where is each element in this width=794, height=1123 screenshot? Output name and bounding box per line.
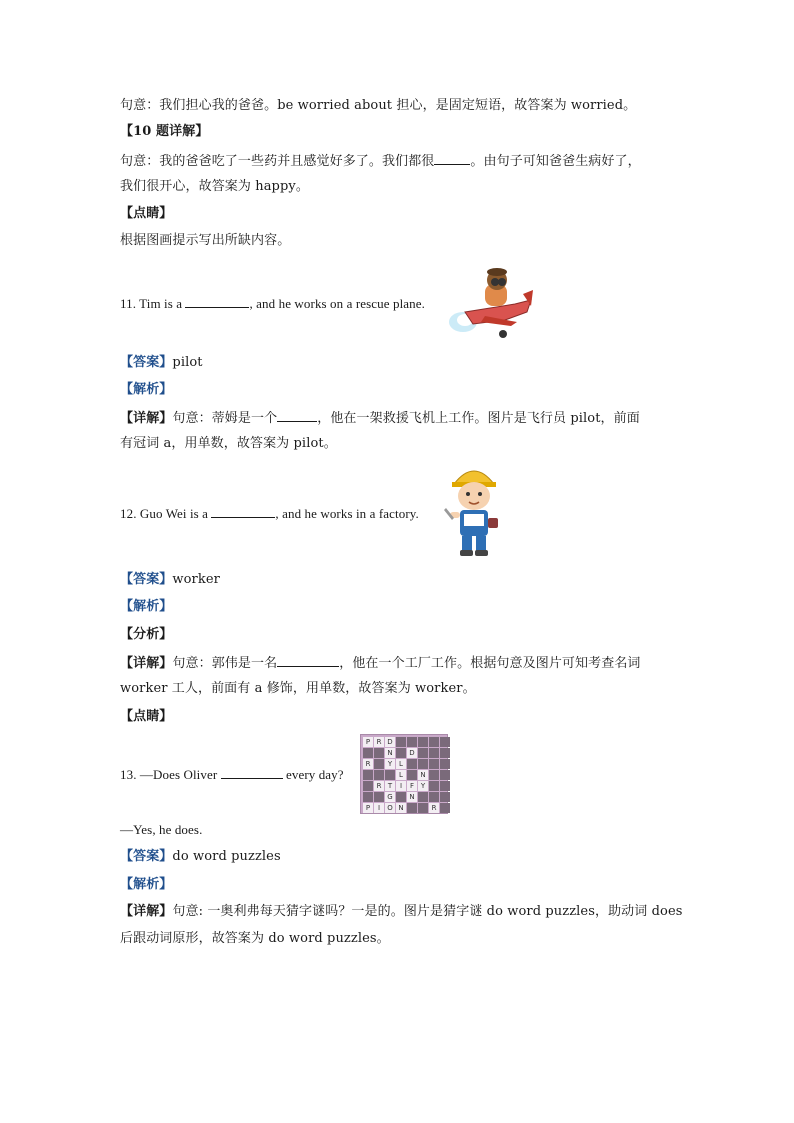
detail-tag: 【详解】 <box>120 656 173 671</box>
text-line: 句意：我们担心我的爸爸。be worried about 担心，是固定短语，故答案为 worried。 <box>120 98 637 113</box>
puzzle-letter-tile: N <box>385 748 395 758</box>
puzzle-empty-tile <box>396 748 406 758</box>
answer-line <box>120 355 203 371</box>
puzzle-letter-tile: R <box>374 781 384 791</box>
puzzle-empty-tile <box>429 737 439 747</box>
puzzle-empty-tile <box>407 770 417 780</box>
worker-illustration <box>442 462 506 558</box>
puzzle-letter-tile: G <box>385 792 395 802</box>
puzzle-letter-tile: T <box>385 781 395 791</box>
text-line: 有冠词 a，用单数，故答案为 pilot。 <box>120 436 337 451</box>
question-text: 13. —Does Oliver <box>120 767 221 782</box>
answer-tag: 【答案】 <box>120 572 173 587</box>
detail-line <box>120 654 641 672</box>
puzzle-letter-tile: N <box>418 770 428 780</box>
detail-line <box>120 904 683 920</box>
answer-tag: 【答案】 <box>120 849 173 864</box>
puzzle-empty-tile <box>429 770 439 780</box>
answer-line <box>120 572 220 588</box>
puzzle-empty-tile <box>440 792 450 802</box>
puzzle-letter-tile: Y <box>385 759 395 769</box>
answer-text: pilot <box>172 355 203 370</box>
puzzle-empty-tile <box>440 748 450 758</box>
puzzle-empty-tile <box>407 803 417 813</box>
puzzle-empty-tile <box>418 748 428 758</box>
puzzle-letter-tile: R <box>374 737 384 747</box>
puzzle-empty-tile <box>374 792 384 802</box>
puzzle-letter-tile: N <box>396 803 406 813</box>
question-12 <box>120 505 419 522</box>
word-puzzle-illustration <box>360 734 448 814</box>
puzzle-empty-tile <box>429 759 439 769</box>
puzzle-empty-tile <box>385 770 395 780</box>
puzzle-empty-tile <box>429 748 439 758</box>
text-segment: 。由句子可知爸爸生病好了， <box>470 154 641 169</box>
question-11 <box>120 295 425 312</box>
section-heading: 【10 题详解】 <box>120 124 209 139</box>
puzzle-empty-tile <box>418 759 428 769</box>
puzzle-letter-tile: N <box>407 792 417 802</box>
puzzle-letter-tile: R <box>429 803 439 813</box>
puzzle-empty-tile <box>407 759 417 769</box>
puzzle-empty-tile <box>440 781 450 791</box>
puzzle-empty-tile <box>440 737 450 747</box>
answer-blank <box>211 505 275 518</box>
question-text: , and he works on a rescue plane. <box>249 296 425 311</box>
question-text: every day? <box>282 767 344 782</box>
puzzle-letter-tile: R <box>363 759 373 769</box>
text-line <box>120 152 641 170</box>
question-13 <box>120 766 344 783</box>
text-line: 后跟动词原形，故答案为 do word puzzles。 <box>120 931 390 946</box>
fenxi-tag: 【分析】 <box>120 627 173 642</box>
answer-tag: 【答案】 <box>120 355 173 370</box>
puzzle-letter-tile: F <box>407 781 417 791</box>
puzzle-empty-tile <box>440 759 450 769</box>
answer-line <box>120 849 281 865</box>
text-line: 我们很开心，故答案为 happy。 <box>120 179 309 194</box>
answer-blank <box>185 295 249 308</box>
puzzle-empty-tile <box>363 781 373 791</box>
puzzle-letter-tile: I <box>396 781 406 791</box>
detail-tag: 【详解】 <box>120 411 173 426</box>
puzzle-empty-tile <box>363 770 373 780</box>
puzzle-empty-tile <box>429 781 439 791</box>
reply-line: —Yes, he does. <box>120 822 203 837</box>
analysis-tag: 【解析】 <box>120 599 173 614</box>
puzzle-letter-tile: D <box>385 737 395 747</box>
puzzle-empty-tile <box>418 737 428 747</box>
answer-text: worker <box>172 572 220 587</box>
answer-text: do word puzzles <box>172 849 281 864</box>
puzzle-empty-tile <box>374 748 384 758</box>
puzzle-letter-tile: I <box>374 803 384 813</box>
puzzle-empty-tile <box>396 792 406 802</box>
puzzle-empty-tile <box>396 737 406 747</box>
puzzle-empty-tile <box>374 759 384 769</box>
puzzle-empty-tile <box>374 770 384 780</box>
text-line: worker 工人，前面有 a 修饰，用单数，故答案为 worker。 <box>120 681 476 696</box>
puzzle-empty-tile <box>418 803 428 813</box>
puzzle-empty-tile <box>407 737 417 747</box>
text-segment: 句意: 一奥利弗每天猜字谜吗？一是的。图片是猜字谜 do word puzzles，助动词 does <box>172 904 683 919</box>
puzzle-empty-tile <box>363 792 373 802</box>
text-segment: ，他在一架救援飞机上工作。图片是飞行员 pilot，前面 <box>317 411 640 426</box>
answer-blank <box>434 152 470 165</box>
text-line: 根据图画提示写出所缺内容。 <box>120 233 291 248</box>
answer-blank <box>277 654 339 667</box>
puzzle-letter-tile: P <box>363 803 373 813</box>
text-segment: 句意：蒂姆是一个 <box>172 411 278 426</box>
text-segment: ，他在一个工厂工作。根据句意及图片可知考查名词 <box>339 656 641 671</box>
puzzle-letter-tile: D <box>407 748 417 758</box>
detail-tag: 【详解】 <box>120 904 173 919</box>
text-segment: 句意：我的爸爸吃了一些药并且感觉好多了。我们都很 <box>120 154 435 169</box>
answer-blank <box>221 766 283 779</box>
puzzle-letter-tile: P <box>363 737 373 747</box>
puzzle-letter-tile: L <box>396 759 406 769</box>
puzzle-letter-tile: O <box>385 803 395 813</box>
detail-line <box>120 409 640 427</box>
pilot-plane-illustration <box>445 264 535 340</box>
question-text: 11. Tim is a <box>120 296 186 311</box>
puzzle-empty-tile <box>429 792 439 802</box>
dianjing-heading: 【点睛】 <box>120 206 173 221</box>
puzzle-empty-tile <box>440 770 450 780</box>
puzzle-empty-tile <box>363 748 373 758</box>
puzzle-empty-tile <box>440 803 450 813</box>
dianjing-heading: 【点睛】 <box>120 709 173 724</box>
answer-blank <box>277 409 317 422</box>
text-segment: 句意：郭伟是一名 <box>172 656 278 671</box>
analysis-tag: 【解析】 <box>120 877 173 892</box>
puzzle-letter-tile: Y <box>418 781 428 791</box>
question-text: 12. Guo Wei is a <box>120 506 212 521</box>
question-text: , and he works in a factory. <box>275 506 419 521</box>
puzzle-empty-tile <box>418 792 428 802</box>
puzzle-letter-tile: L <box>396 770 406 780</box>
analysis-tag: 【解析】 <box>120 382 173 397</box>
